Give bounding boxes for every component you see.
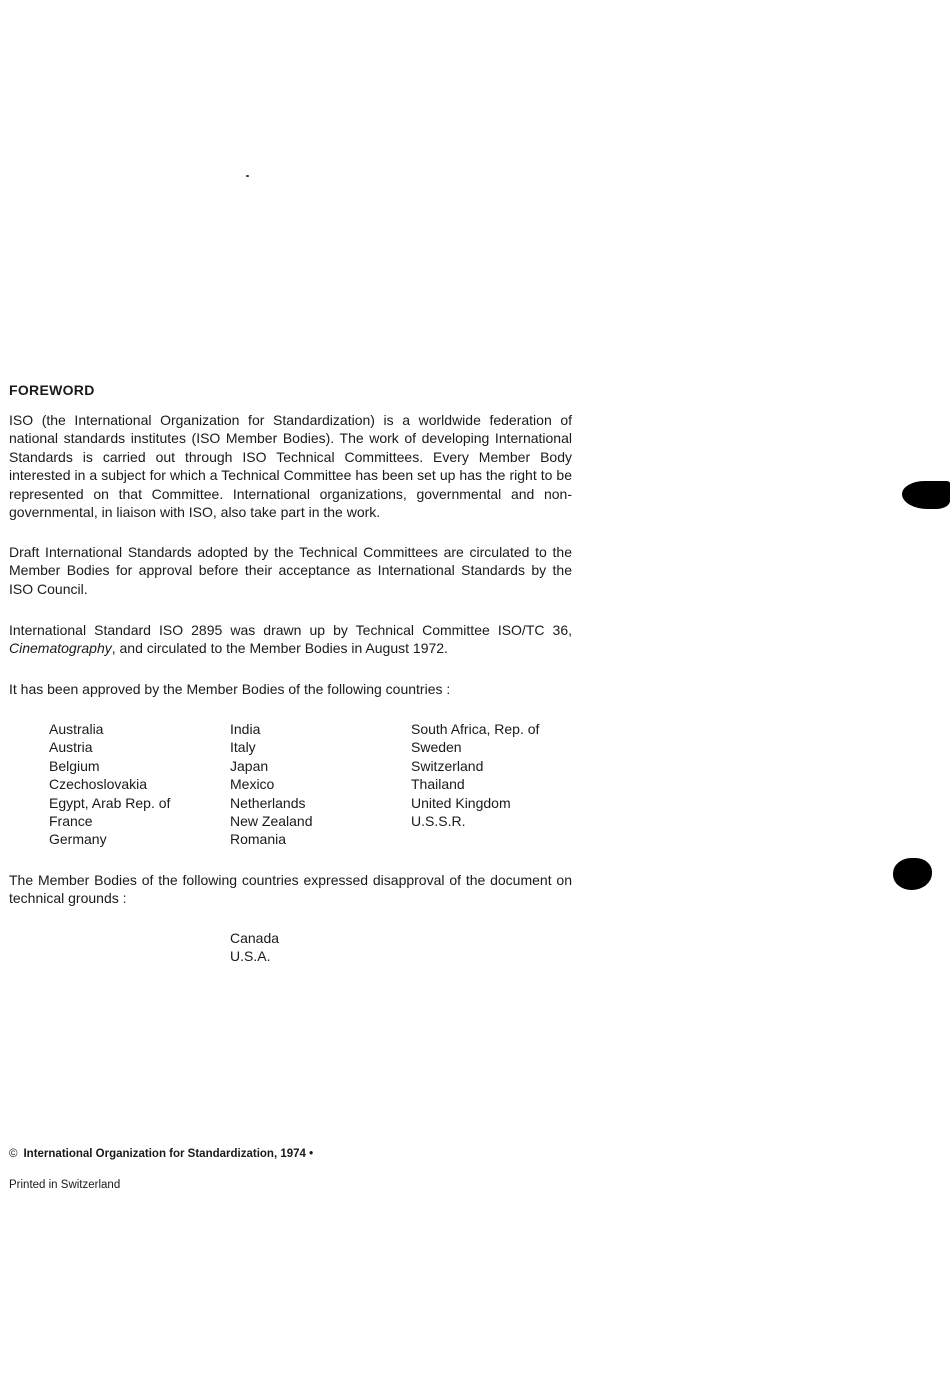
country-item: Czechoslovakia [49,776,148,793]
foreword-paragraph-3 [9,621,572,658]
paragraph-3-end: , and circulated to the Member Bodies in August 1972. [111,640,448,657]
country-item: Switzerland [411,757,484,774]
approval-intro: It has been approved by the Member Bodies of the following countries : [9,681,451,697]
copyright-icon: © [9,1148,18,1160]
country-item: Netherlands [230,794,306,811]
approving-countries-column-3 [411,720,539,830]
country-item: Mexico [230,776,275,793]
punch-hole-mark [893,858,932,890]
country-item: Egypt, Arab Rep. of [49,794,171,811]
country-item: India [230,721,261,737]
country-item: U.S.S.R. [411,813,466,830]
country-item: Thailand [411,776,465,793]
country-item: Canada [230,930,280,946]
country-item: Austria [49,739,93,756]
country-item: Romania [230,831,287,848]
country-item: New Zealand [230,813,313,830]
punch-hole-mark [902,481,950,509]
printed-location: Printed in Switzerland [9,1179,121,1191]
paragraph-3-start: International Standard ISO 2895 was drawn up by Technical Committee ISO/TC 36, [9,622,572,638]
country-item: Australia [49,721,104,737]
country-item: France [49,813,93,830]
scan-speck [246,175,249,177]
foreword-heading: FOREWORD [9,382,95,398]
copyright-notice [9,1148,313,1160]
country-item: U.S.A. [230,948,271,965]
committee-title: Cinematography [9,640,112,657]
disapproval-intro: The Member Bodies of the following countries expressed disapproval of the document on technical grounds : [9,872,572,907]
copyright-text: International Organization for Standardization, 1974 • [23,1148,314,1160]
disapproving-countries [230,929,279,966]
country-item: United Kingdom [411,794,511,811]
country-item: Japan [230,757,269,774]
foreword-paragraph-1: ISO (the International Organization for Standardization) is a worldwide federation of national standards institutes (ISO Member Bodies). The work of developing International Standards is carried out through ISO Technical Committees. Every Member Body interested in a subject for which a Technical Committee has been set up has the right to be represented on that Committee. International organizations, governmental and non-governmental, in liaison with ISO, also take part in the work. [9,412,572,521]
country-item: Belgium [49,757,100,774]
approving-countries-column-2 [230,720,313,849]
country-item: Italy [230,739,256,756]
approving-countries-column-1 [49,720,170,849]
country-item: South Africa, Rep. of [411,721,540,737]
foreword-paragraph-2: Draft International Standards adopted by the Technical Committees are circulated to the Member Bodies for approval before their acceptance as International Standards by the ISO Council. [9,544,572,597]
country-item: Germany [49,831,107,848]
country-item: Sweden [411,739,462,756]
